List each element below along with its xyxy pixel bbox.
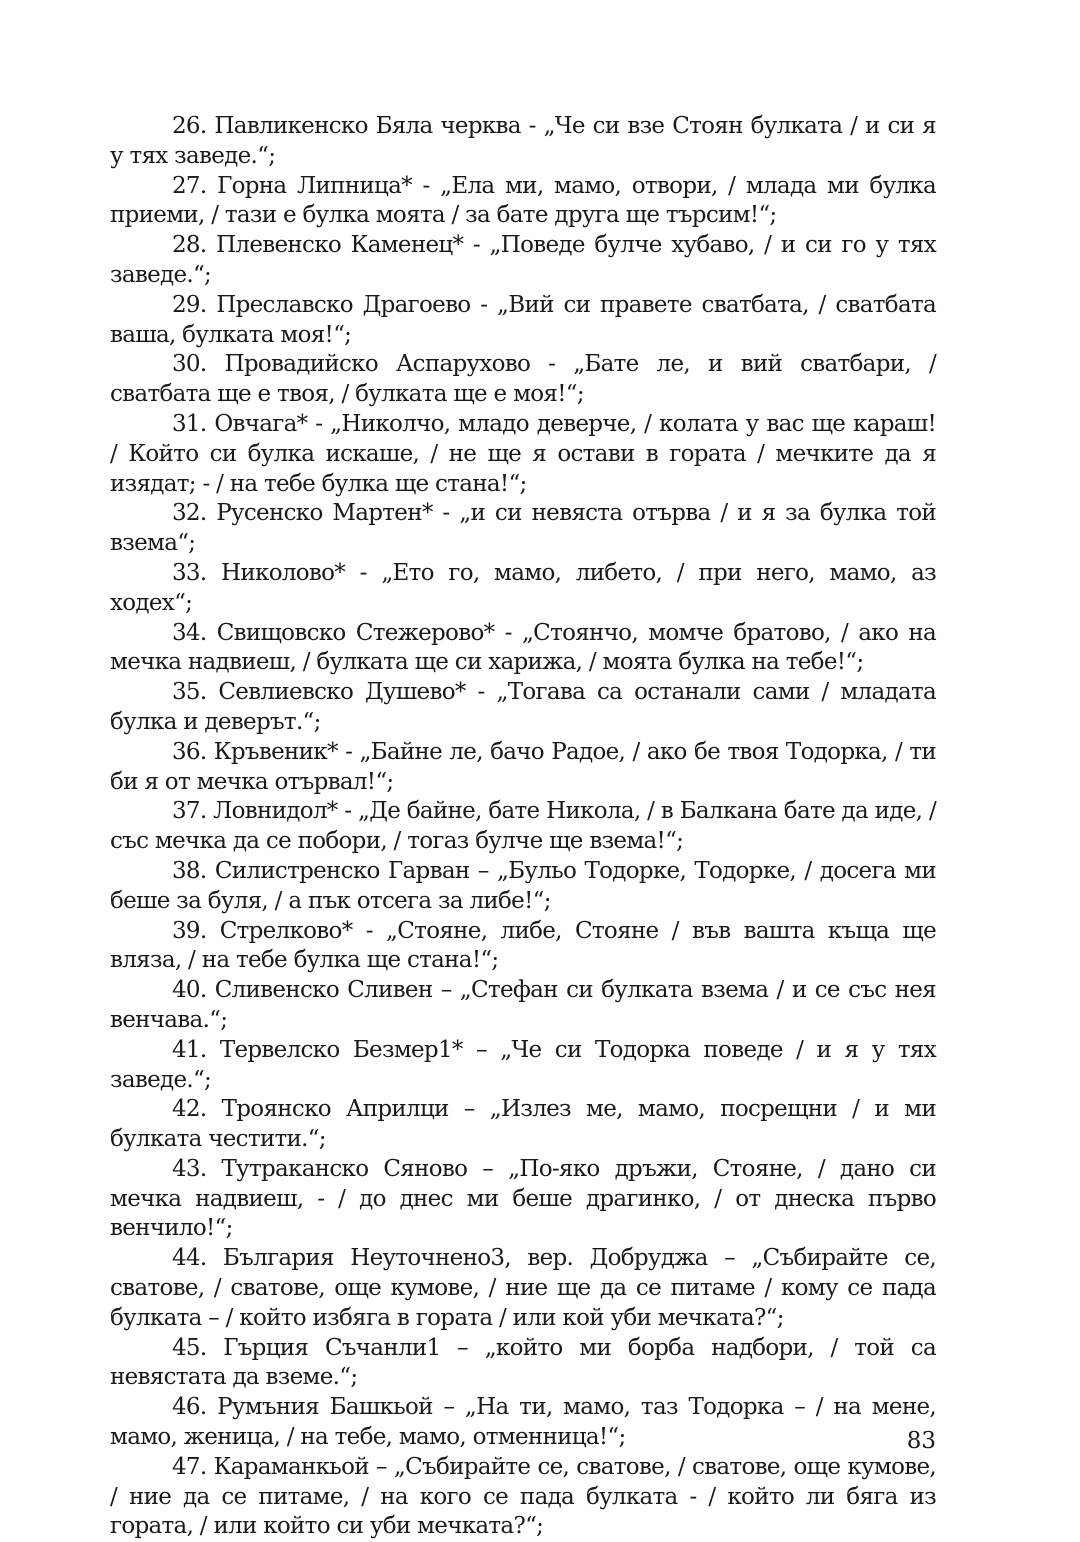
entry-47: 47. Караманкьой – „Събирайте се, сватове, / сватове, още кумове, / ние да се питаме, / на кого се пада булката - / който ли бяга из гората, / или който си уби мечката?“; <box>110 1453 936 1540</box>
entry-30: 30. Провадийско Аспарухово - „Бате ле, и вий сватбари, / сватбата ще е твоя, / булката ще е моя!“; <box>110 351 936 408</box>
entry-40: 40. Сливенско Сливен – „Стефан си булката взема / и се със нея венчава.“; <box>110 977 936 1033</box>
entry-42: 42. Троянско Априлци – „Излез ме, мамо, посрещни / и ми булката честити.“; <box>110 1096 936 1153</box>
entry-46: 46. Румъния Башкьой – „На ти, мамо, таз Тодорка – / на мене, мамо, женица, / на тебе, мамо, отменница!“; <box>110 1394 936 1451</box>
entry-37: 37. Ловнидол* - „Де байне, бате Никола, / в Балкана бате да иде, / със мечка да се побори, / тогаз булче ще взема!“; <box>110 798 936 855</box>
entry-26: 26. Павликенско Бяла черква - „Че си взе Стоян булката / и си я у тях заведе.“; <box>110 113 936 169</box>
entry-39: 39. Стрелково* - „Стояне, либе, Стояне / във вашта къща ще вляза, / на тебе булка ще стана!“; <box>110 917 936 974</box>
entry-34: 34. Свищовско Стежерово* - „Стоянчо, момче братово, / ако на мечка надвиеш, / булката ще си харижа, / моята булка на тебе!“; <box>110 619 936 676</box>
entries-list <box>110 112 936 1542</box>
entry-33: 33. Николово* - „Ето го, мамо, либето, / при него, мамо, аз ходех“; <box>110 559 936 616</box>
entry-43: 43. Тутраканско Сяново – „По-яко дръжи, Стояне, / дано си мечка надвиеш, - / до днес ми беше драгинко, / от днеска първо венчило!“; <box>110 1155 936 1242</box>
entry-36: 36. Кръвеник* - „Байне ле, бачо Радое, / ако бе твоя Тодорка, / ти би я от мечка отървал!“; <box>110 738 936 795</box>
entry-38: 38. Силистренско Гарван – „Бульо Тодорке, Тодорке, / досега ми беше за буля, / а пък отсега за либе!“; <box>110 857 936 914</box>
entry-32: 32. Русенско Мартен* - „и си невяста отърва / и я за булка той взема“; <box>110 500 936 557</box>
entry-35: 35. Севлиевско Душево* - „Тогава са останали сами / младата булка и деверът.“; <box>110 679 936 735</box>
entry-45: 45. Гърция Съчанли1 – „който ми борба надбори, / той са невястата да вземе.“; <box>110 1334 936 1391</box>
page-number: 83 <box>906 1428 936 1454</box>
entry-44: 44. България Неуточнено3, вер. Добруджа – „Събирайте се, сватове, / сватове, още кумове, / ние ще да се питаме / кому се пада булката – / който избяга в гората / или кой уби мечката?“; <box>110 1245 936 1331</box>
entry-28: 28. Плевенско Каменец* - „Поведе булче хубаво, / и си го у тях заведе.“; <box>110 232 936 288</box>
entry-27: 27. Горна Липница* - „Ела ми, мамо, отвори, / млада ми булка приеми, / тази е булка моята / за бате друга ще търсим!“; <box>110 172 936 229</box>
entry-31: 31. Овчага* - „Николчо, младо деверче, / колата у вас ще караш! / Който си булка искаше, / не ще я остави в гората / мечките да я изядат; - / на тебе булка ще стана!“; <box>110 410 936 497</box>
entry-41: 41. Тервелско Безмер1* – „Че си Тодорка поведе / и я у тях заведе.“; <box>110 1036 936 1093</box>
entry-29: 29. Преславско Драгоево - „Вий си правете сватбата, / сватбата ваша, булката моя!“; <box>110 291 936 348</box>
